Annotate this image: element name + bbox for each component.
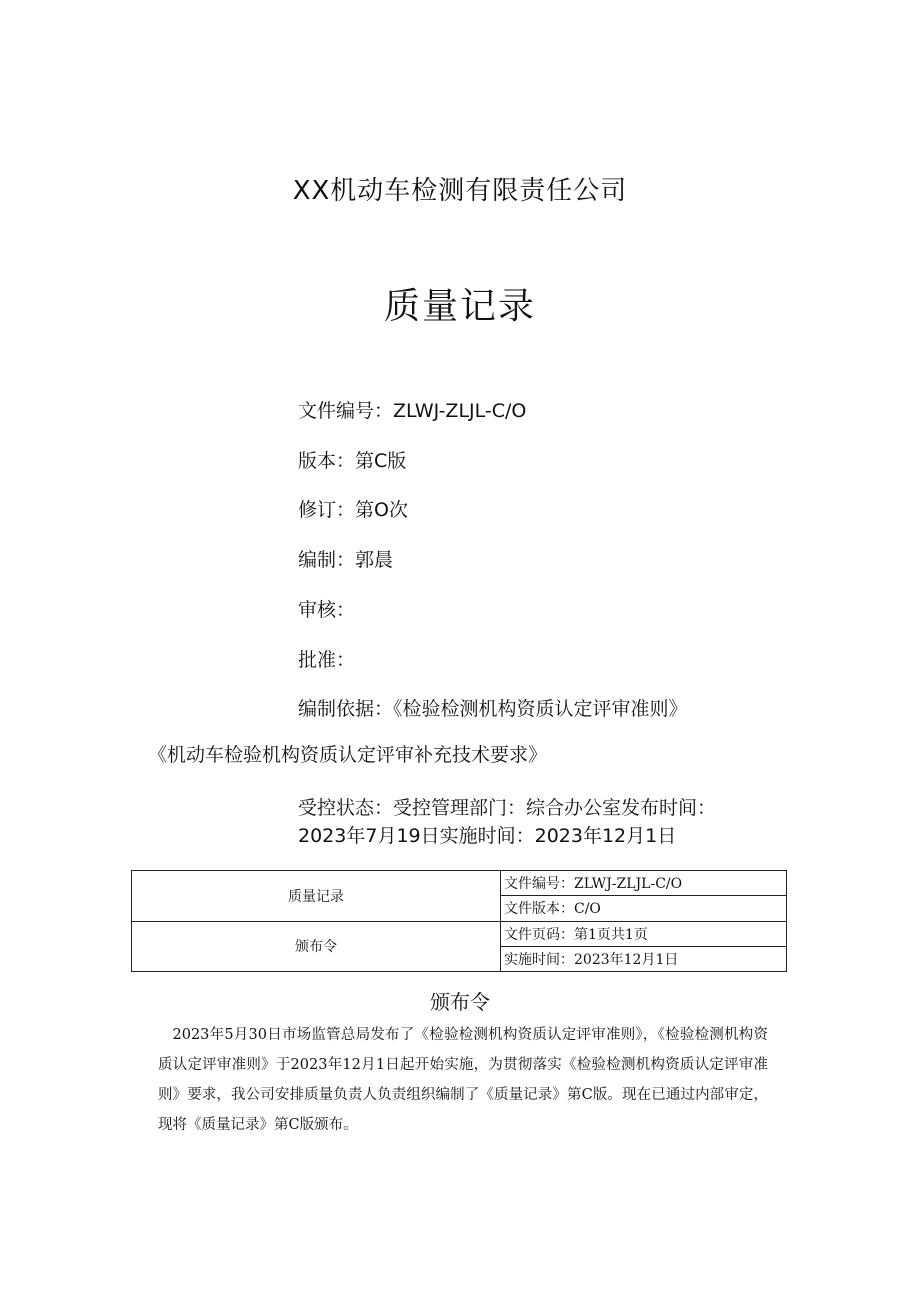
basis-line-2: 《机动车检验机构资质认定评审补充技术要求》 (148, 744, 548, 766)
header-table (131, 870, 787, 972)
header-left-bottom: 颁布令 (132, 921, 501, 972)
header-doc-version: 文件版本：C/O (501, 896, 787, 921)
header-page-number: 文件页码：第1页共1页 (501, 921, 787, 946)
compiler: 编制：郭晨 (298, 549, 394, 571)
control-status (298, 794, 818, 850)
document-title: 质量记录 (383, 286, 536, 327)
version: 版本：第C版 (298, 450, 407, 472)
reviewer: 审核： (298, 599, 356, 621)
control-line-2: 2023年7月19日实施时间：2023年12月1日 (298, 825, 677, 847)
header-left-top: 质量记录 (132, 871, 501, 922)
decree-title: 颁布令 (430, 990, 490, 1014)
table-row (132, 921, 787, 946)
approver: 批准： (298, 649, 356, 671)
header-effective-date: 实施时间：2023年12月1日 (501, 946, 787, 971)
header-doc-number: 文件编号：ZLWJ-ZLJL-C/O (501, 871, 787, 896)
company-name: XX机动车检测有限责任公司 (292, 176, 628, 206)
revision: 修订：第O次 (298, 499, 408, 521)
table-row (132, 871, 787, 896)
decree-body: 2023年5月30日市场监管总局发布了《检验检测机构资质认定评审准则》，《检验检测机构资质认定评审准则》于2023年12月1日起开始实施，为贯彻落实《检验检测机构资质认定评审准则》要求，我公司安排质量负责人负责组织编制了《质量记录》第C版。现在已通过内部审定，现将《质量记录》第C版颁布。 (158, 1027, 768, 1133)
basis-line-1: 编制依据：《检验检测机构资质认定评审准则》 (298, 698, 688, 720)
doc-number: 文件编号：ZLWJ-ZLJL-C/O (298, 400, 527, 422)
control-line-1: 受控状态：受控管理部门：综合办公室发布时间： (298, 797, 717, 819)
